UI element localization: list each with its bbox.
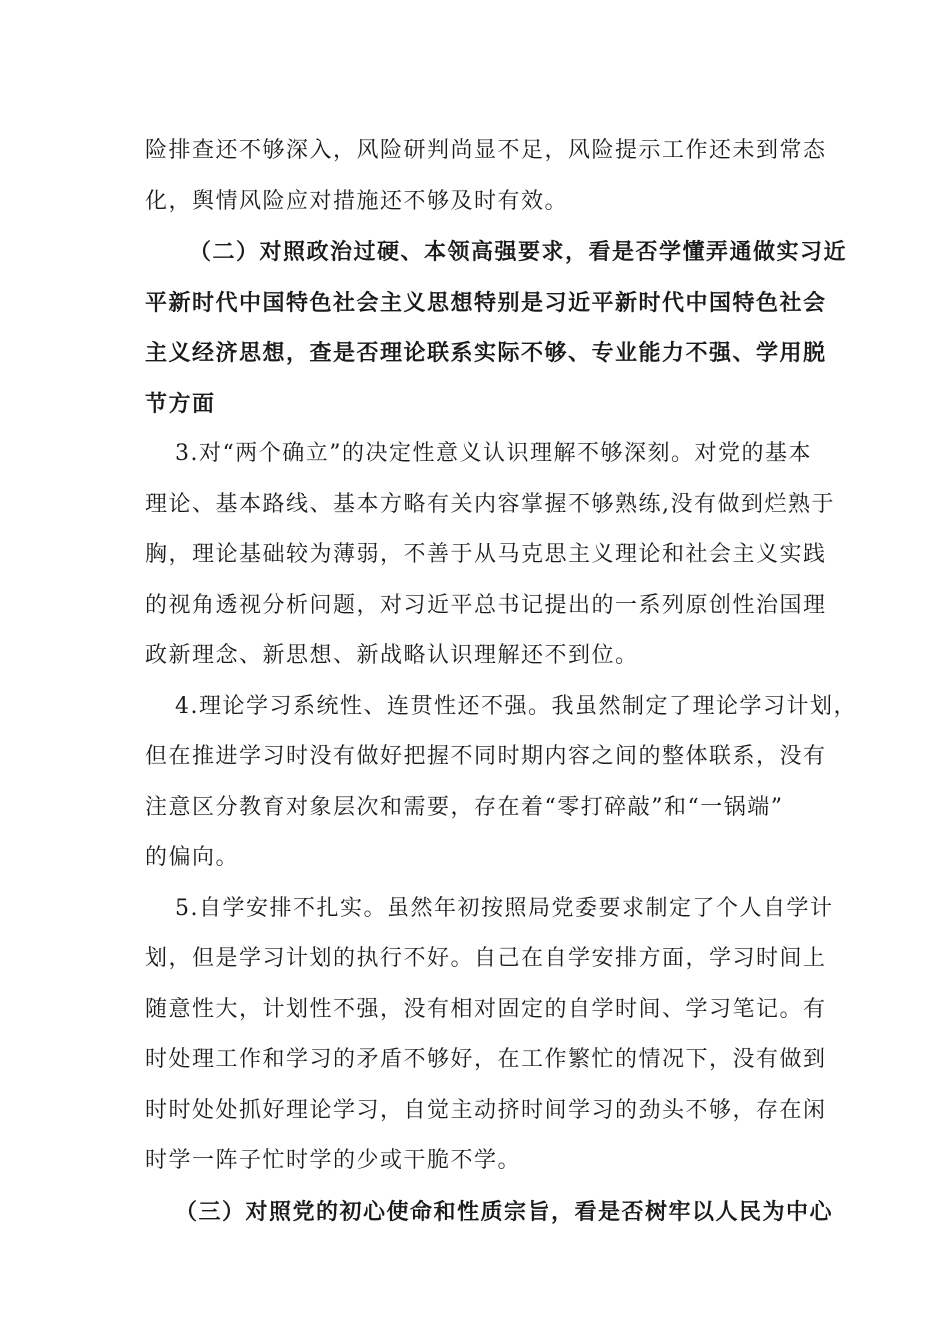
text-line: 政新理念、新思想、新战略认识理解还不到位。 [145, 643, 639, 668]
text-line: 3.对“两个确立”的决定性意义认识理解不够深刻。对党的基本 [175, 441, 812, 466]
text-line: 5.自学安排不扎实。虽然年初按照局党委要求制定了个人自学计 [175, 895, 834, 921]
document-page [145, 126, 857, 1237]
text-line: 胸，理论基础较为薄弱，不善于从马克思主义理论和社会主义实践 [145, 542, 827, 567]
heading-line: 主义经济思想，查是否理论联系实际不够、专业能力不强、学用脱 [145, 340, 827, 366]
text-line: 划，但是学习计划的执行不好。自己在自学安排方面，学习时间上 [145, 946, 827, 971]
heading-line: 节方面 [145, 390, 216, 417]
text-line: 的偏向。 [145, 845, 240, 870]
text-line: 时时处处抓好理论学习，自觉主动挤时间学习的劲头不够，存在闲 [145, 1097, 827, 1123]
text-line: 4.理论学习系统性、连贯性还不强。我虽然制定了理论学习计划， [175, 693, 857, 719]
text-line: 的视角透视分析问题，对习近平总书记提出的一系列原创性治国理 [145, 592, 827, 618]
text-line: 理论、基本路线、基本方略有关内容掌握不够熟练,没有做到烂熟于 [145, 491, 835, 517]
text-line: 时处理工作和学习的矛盾不够好，在工作繁忙的情况下，没有做到 [145, 1047, 827, 1072]
paragraph-item-4 [145, 682, 857, 884]
section-heading-2 [145, 227, 848, 429]
text-line: 时学一阵子忙时学的少或干脆不学。 [145, 1148, 522, 1173]
text-line: 险排查还不够深入，风险研判尚显不足，风险提示工作还未到常态 [145, 138, 827, 163]
paragraph-item-3 [145, 429, 835, 682]
heading-line: （三）对照党的初心使命和性质宗旨，看是否树牢以人民为中心 [175, 1198, 834, 1225]
text-line: 但在推进学习时没有做好把握不同时期内容之间的整体联系，没有 [145, 744, 827, 769]
heading-line: 平新时代中国特色社会主义思想特别是习近平新时代中国特色社会 [145, 289, 827, 316]
text-line: 化，舆情风险应对措施还不够及时有效。 [145, 188, 569, 214]
heading-line: （二）对照政治过硬、本领高强要求，看是否学懂弄通做实习近 [189, 239, 848, 265]
paragraph-continued [145, 126, 827, 227]
section-heading-3 [145, 1187, 834, 1238]
text-line: 随意性大，计划性不强，没有相对固定的自学时间、学习笔记。有 [145, 996, 827, 1022]
text-line: 注意区分教育对象层次和需要，存在着“零打碎敲”和“一锅端” [145, 794, 784, 820]
paragraph-item-5 [145, 884, 834, 1187]
